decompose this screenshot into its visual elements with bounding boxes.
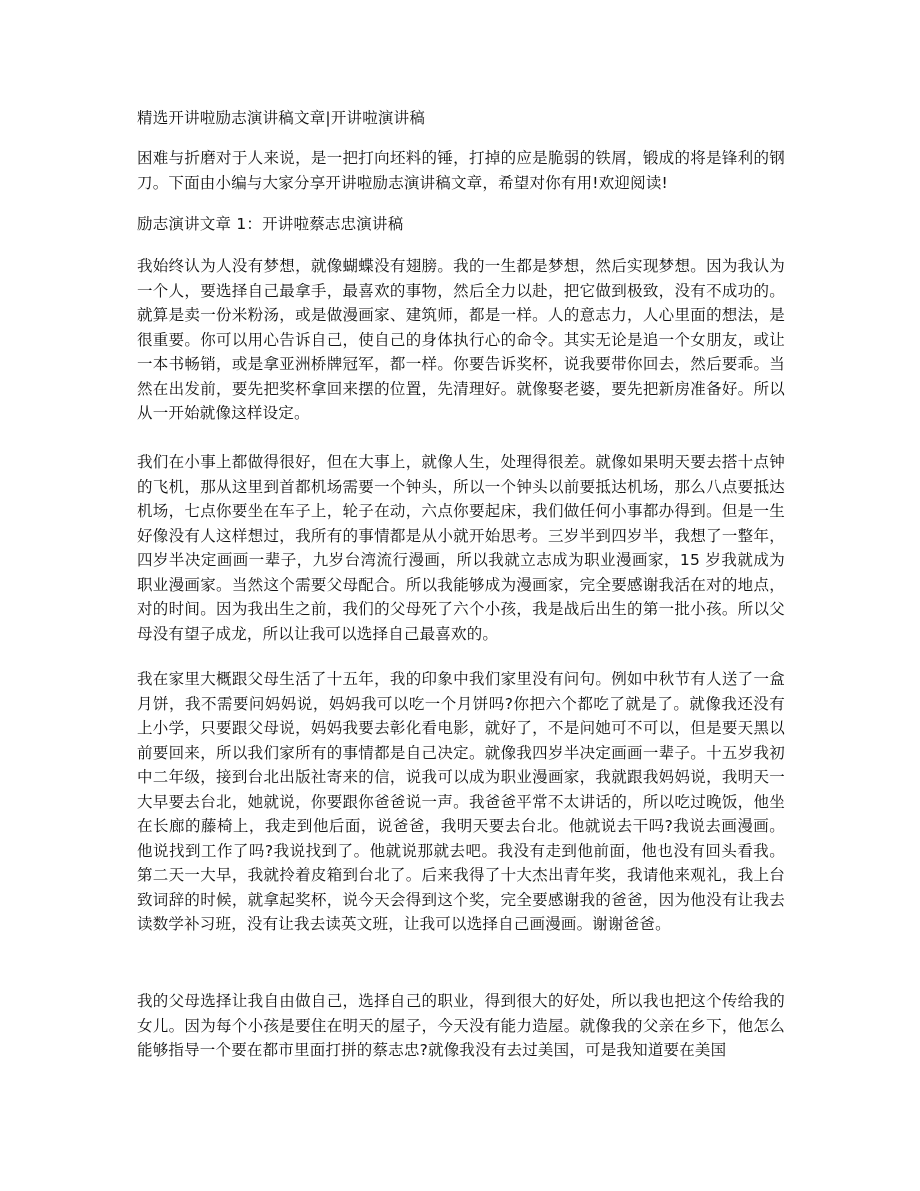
- body-paragraph-2: 我们在小事上都做得很好，但在大事上，就像人生，处理得很差。就像如果明天要去搭十点钟的飞机，那从这里到首都机场需要一个钟头，所以一个钟头以前要抵达机场，那么八点要抵达机场，七点你要坐在车子上，轮子在动，六点你要起床，我们做任何小事都办得到。但是一生好像没有人这样想过，我所有的事情都是从小就开始思考。三岁半到四岁半，我想了一整年，四岁半决定画画一辈子，九岁台湾流行漫画，所以我就立志成为职业漫画家，15 岁我就成为职业漫画家。当然这个需要父母配合。所以我能够成为漫画家，完全要感谢我活在对的地点，对的时间。因为我出生之前，我们的父母死了六个小孩，我是战后出生的第一批小孩。所以父母没有望子成龙，所以让我可以选择自己最喜欢的。: [137, 453, 785, 643]
- document-title: 精选开讲啦励志演讲稿文章|开讲啦演讲稿: [137, 109, 426, 127]
- intro-paragraph: 困难与折磨对于人来说，是一把打向坯料的锤，打掉的应是脆弱的铁屑，锻成的将是锋利的钢刀。下面由小编与大家分享开讲啦励志演讲稿文章，希望对你有用!欢迎阅读!: [137, 149, 785, 192]
- body-paragraph-3: 我在家里大概跟父母生活了十五年，我的印象中我们家里没有问句。例如中秋节有人送了一盒月饼，我不需要问妈妈说，妈妈我可以吃一个月饼吗?你把六个都吃了就是了。就像我还没有上小学，只要跟父母说，妈妈我要去彰化看电影，就好了，不是问她可不可以，但是要天黑以前要回来，所以我们家所有的事情都是自己决定。就像我四岁半决定画画一辈子。十五岁我初中二年级，接到台北出版社寄来的信，说我可以成为职业漫画家，我就跟我妈妈说，我明天一大早要去台北，她就说，你要跟你爸爸说一声。我爸爸平常不太讲话的，所以吃过晚饭，他坐在长廊的藤椅上，我走到他后面，说爸爸，我明天要去台北。他就说去干吗?我说去画漫画。他说找到工作了吗?我说找到了。他就说那就去吧。我没有走到他前面，他也没有回头看我。第二天一大早，我就拎着皮箱到台北了。后来我得了十大杰出青年奖，我请他来观礼，我上台致词辞的时候，就拿起奖杯，说今天会得到这个奖，完全要感谢我的爸爸，因为他没有让我去读数学补习班，没有让我去读英文班，让我可以选择自己画漫画。谢谢爸爸。: [137, 670, 785, 933]
- section-heading: 励志演讲文章 1：开讲啦蔡志忠演讲稿: [137, 215, 404, 233]
- body-paragraph-4: 我的父母选择让我自由做自己，选择自己的职业，得到很大的好处，所以我也把这个传给我的女儿。因为每个小孩是要住在明天的屋子，今天没有能力造屋。就像我的父亲在乡下，他怎么能够指导一个要在都市里面打拼的蔡志忠?就像我没有去过美国，可是我知道要在美国: [137, 992, 785, 1059]
- body-paragraph-1: 我始终认为人没有梦想，就像蝴蝶没有翅膀。我的一生都是梦想，然后实现梦想。因为我认为一个人，要选择自己最拿手，最喜欢的事物，然后全力以赴，把它做到极致，没有不成功的。就算是卖一份米粉汤，或是做漫画家、建筑师，都是一样。人的意志力，人心里面的想法，是很重要。你可以用心告诉自己，使自己的身体执行心的命令。其实无论是追一个女朋友，或让一本书畅销，或是拿亚洲桥牌冠军，都一样。你要告诉奖杯，说我要带你回去，然后要乖。当然在出发前，要先把奖杯拿回来摆的位置，先清理好。就像娶老婆，要先把新房准备好。所以从一开始就像这样设定。: [137, 257, 785, 422]
